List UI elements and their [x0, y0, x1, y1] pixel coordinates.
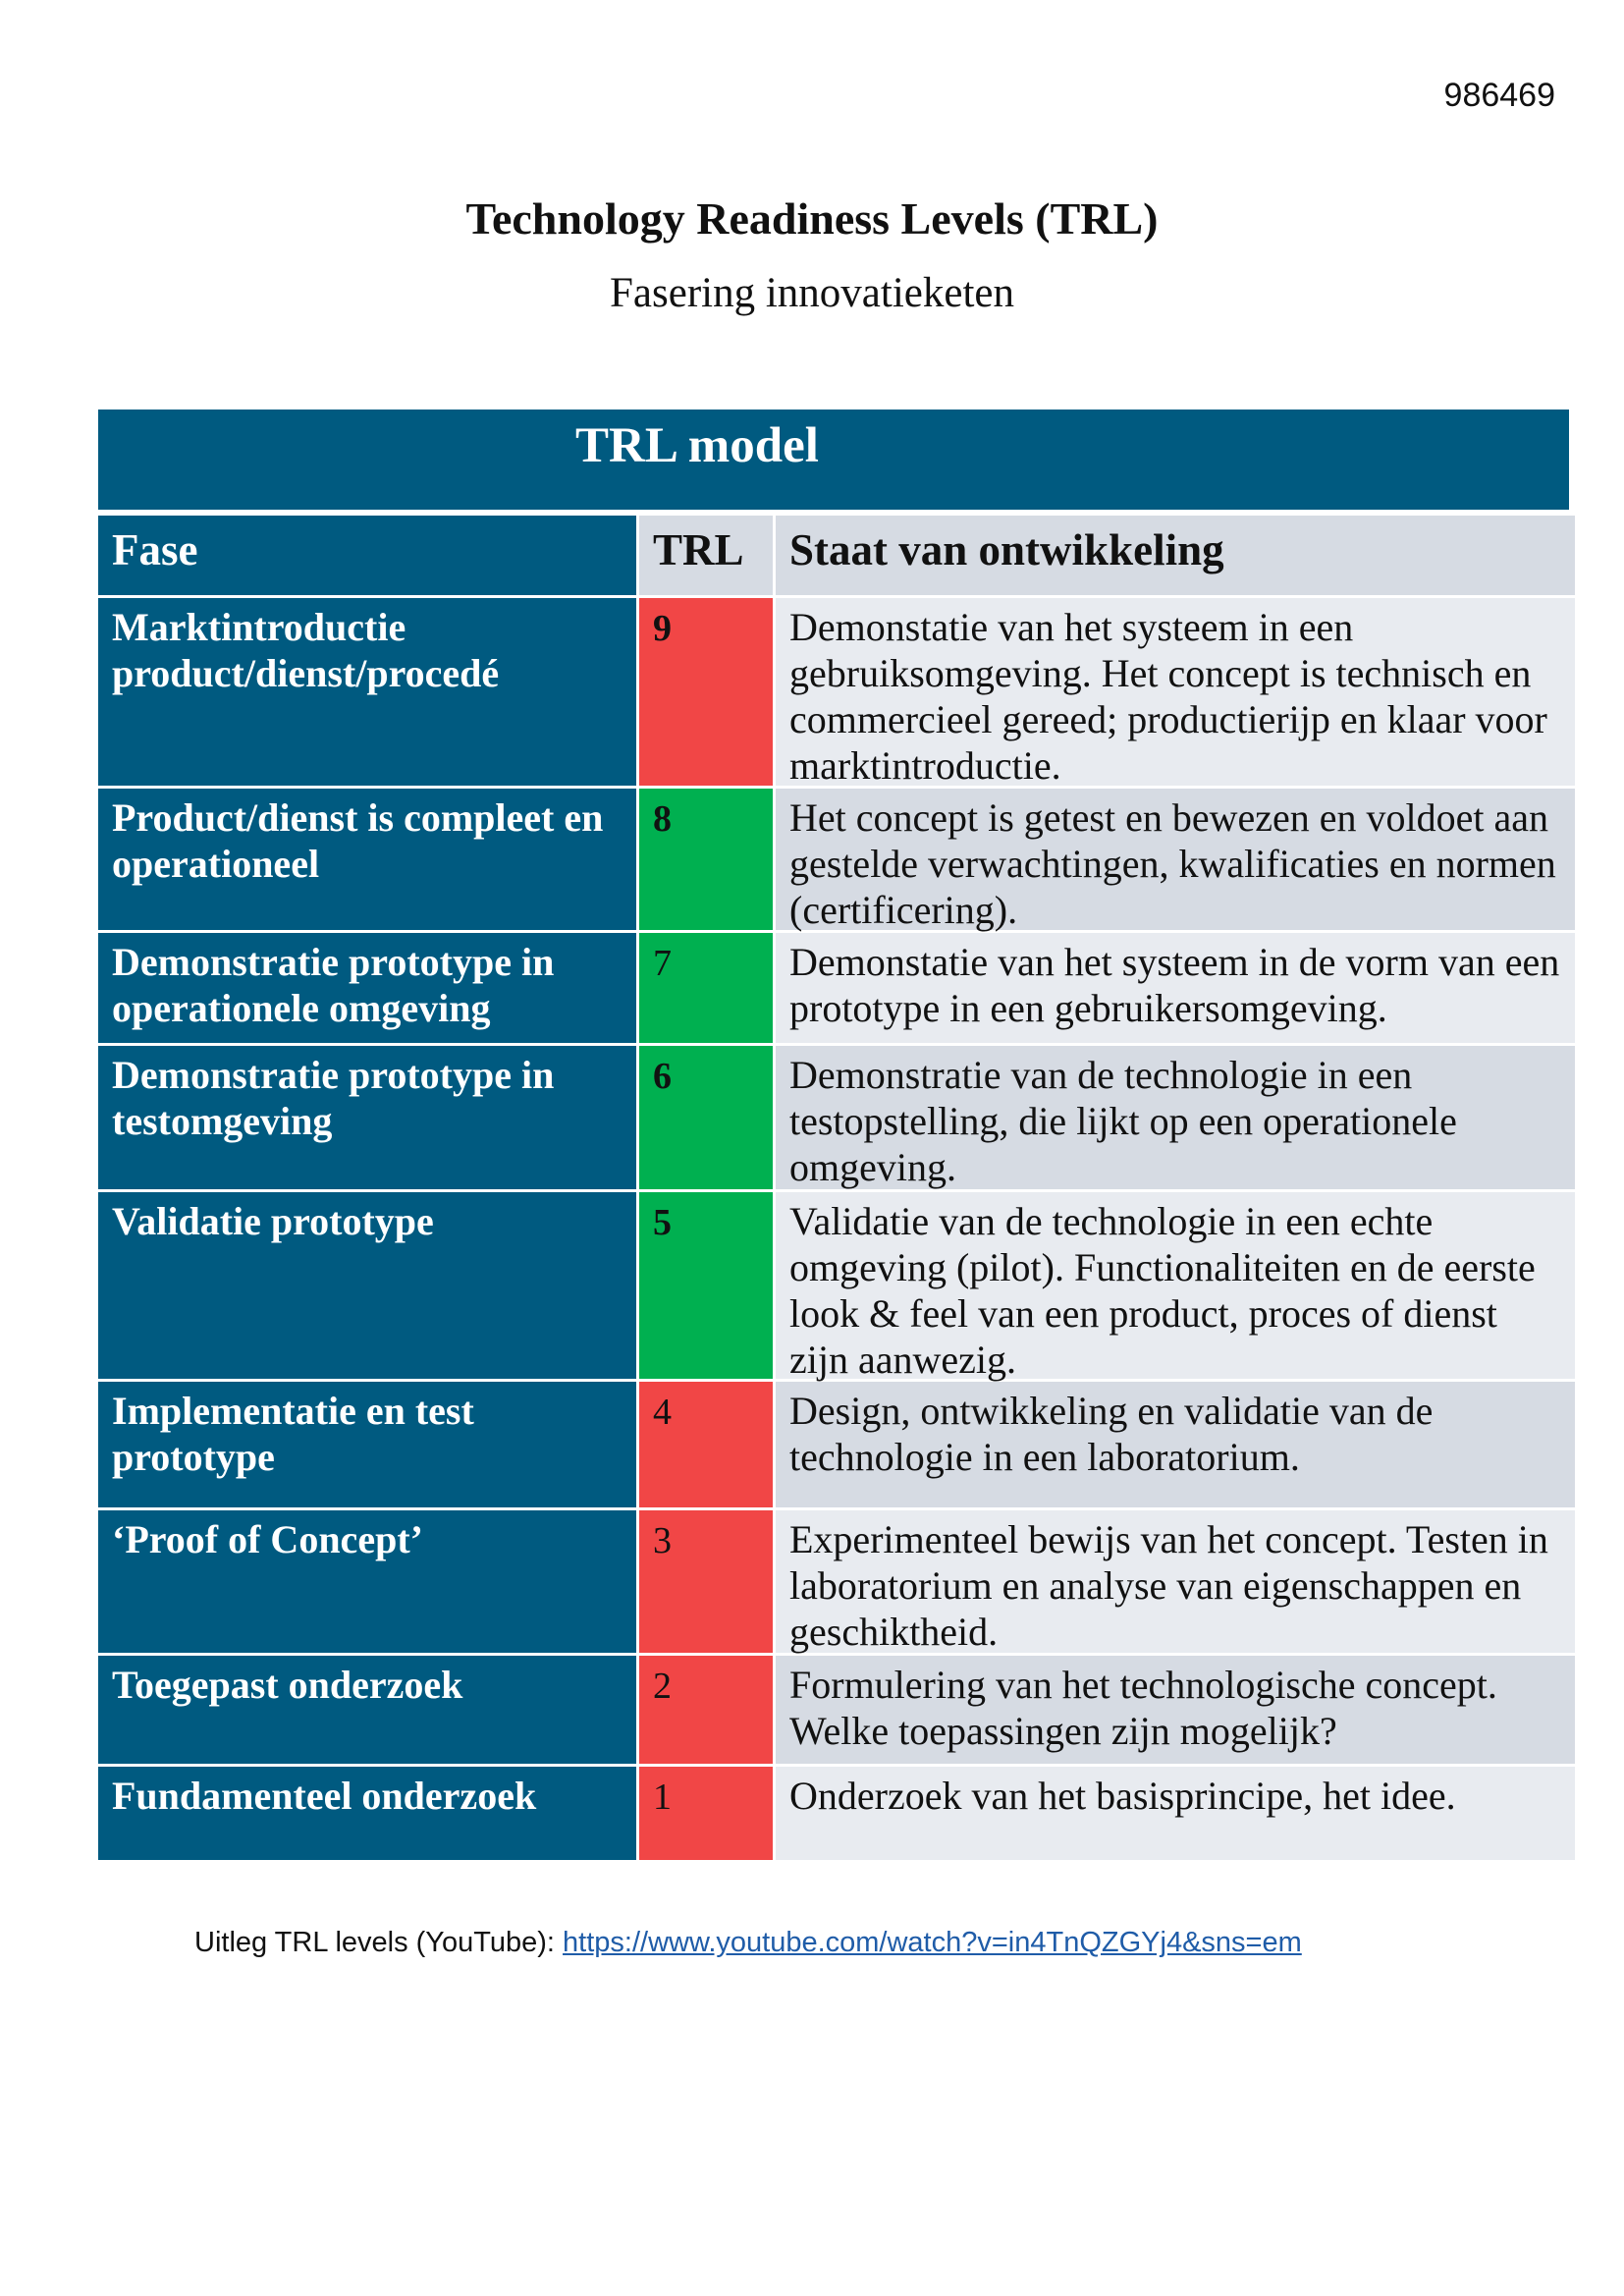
row-4-trl: 4: [639, 1382, 773, 1507]
table-grid: [98, 516, 1569, 1860]
row-2-state: Formulering van het technologische concept. Welke toepassingen zijn mogelijk?: [776, 1656, 1575, 1764]
row-9-state: Demonstatie van het systeem in een gebruiksomgeving. Het concept is technisch en commercieel gereed; productierijp en klaar voor marktintroductie.: [776, 598, 1575, 786]
row-5-state: Validatie van de technologie in een echte omgeving (pilot). Functionaliteiten en de eerste look & feel van een product, proces of dienst zijn aanwezig.: [776, 1192, 1575, 1379]
footer-note: [194, 1927, 1302, 1959]
youtube-link[interactable]: https://www.youtube.com/watch?v=in4TnQZGYj4&sns=em: [563, 1927, 1302, 1958]
row-2-trl: 2: [639, 1656, 773, 1764]
column-header-state: Staat van ontwikkeling: [776, 516, 1575, 595]
row-8-state: Het concept is getest en bewezen en voldoet aan gestelde verwachtingen, kwalificaties en normen (certificering).: [776, 789, 1575, 930]
row-6-state: Demonstratie van de technologie in een testopstelling, die lijkt op een operationele omgeving.: [776, 1046, 1575, 1189]
row-7-fase: Demonstratie prototype in operationele omgeving: [98, 933, 636, 1043]
column-header-trl: TRL: [639, 516, 773, 595]
row-3-state: Experimenteel bewijs van het concept. Testen in laboratorium en analyse van eigenschappen en geschiktheid.: [776, 1510, 1575, 1653]
row-6-fase: Demonstratie prototype in testomgeving: [98, 1046, 636, 1189]
row-4-state: Design, ontwikkeling en validatie van de technologie in een laboratorium.: [776, 1382, 1575, 1507]
row-6-trl: 6: [639, 1046, 773, 1189]
page-title: Technology Readiness Levels (TRL): [465, 193, 1159, 244]
page-subtitle: Fasering innovatieketen: [610, 270, 1014, 316]
row-1-trl: 1: [639, 1767, 773, 1860]
row-3-trl: 3: [639, 1510, 773, 1653]
column-header-fase: Fase: [98, 516, 636, 595]
row-1-fase: Fundamenteel onderzoek: [98, 1767, 636, 1860]
footer-label: Uitleg TRL levels (YouTube):: [194, 1927, 555, 1958]
row-5-fase: Validatie prototype: [98, 1192, 636, 1379]
row-8-trl: 8: [639, 789, 773, 930]
row-2-fase: Toegepast onderzoek: [98, 1656, 636, 1764]
row-8-fase: Product/dienst is compleet en operationeel: [98, 789, 636, 930]
table-caption: TRL model: [98, 410, 1569, 510]
row-9-fase: Marktintroductie product/dienst/procedé: [98, 598, 636, 786]
row-5-trl: 5: [639, 1192, 773, 1379]
trl-table: [98, 410, 1569, 1860]
row-9-trl: 9: [639, 598, 773, 786]
row-1-state: Onderzoek van het basisprincipe, het idee.: [776, 1767, 1575, 1860]
row-7-trl: 7: [639, 933, 773, 1043]
row-7-state: Demonstatie van het systeem in de vorm van een prototype in een gebruikersomgeving.: [776, 933, 1575, 1043]
row-4-fase: Implementatie en test prototype: [98, 1382, 636, 1507]
row-3-fase: ‘Proof of Concept’: [98, 1510, 636, 1653]
document-id: 986469: [1443, 77, 1555, 114]
